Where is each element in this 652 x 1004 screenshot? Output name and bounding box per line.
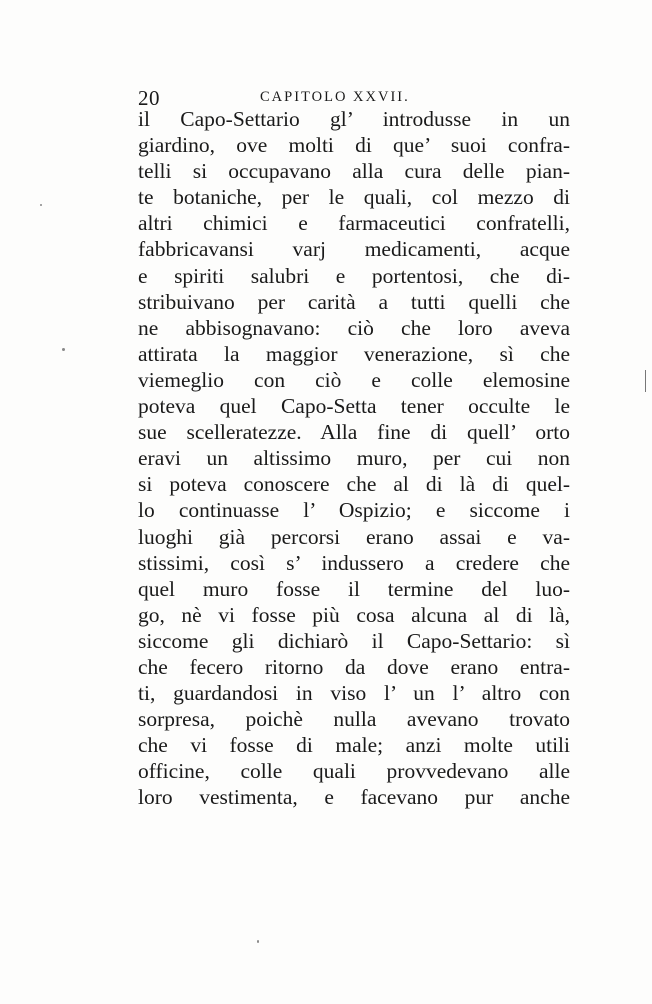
text-line: quel muro fosse il termine del luo- (138, 576, 570, 601)
page-edge-mark (645, 370, 652, 392)
text-line: che fecero ritorno da dove erano entra- (138, 654, 570, 679)
text-line: altri chimici e farmaceutici confratelli, (138, 211, 570, 236)
text-line: go, nè vi fosse più cosa alcuna al di là, (138, 602, 570, 627)
body-text (138, 106, 570, 811)
text-line: che vi fosse di male; anzi molte utili (138, 733, 570, 758)
text-line: ne abbisognavano: ciò che loro aveva (138, 315, 570, 340)
text-line: luoghi già percorsi erano assai e va- (138, 524, 570, 549)
text-line: viemeglio con ciò e colle elemosine (138, 367, 570, 392)
paper-speck (40, 204, 42, 206)
text-line: sorpresa, poichè nulla avevano trovato (138, 707, 570, 732)
text-line: eravi un altissimo muro, per cui non (138, 446, 570, 471)
text-line: si poteva conoscere che al di là di quel- (138, 472, 570, 497)
text-line: lo continuasse l’ Ospizio; e siccome i (138, 498, 570, 523)
text-line: sue scelleratezze. Alla fine di quell’ orto (138, 420, 570, 445)
text-line: siccome gli dichiarò il Capo-Settario: sì (138, 628, 570, 653)
text-line: giardino, ove molti di que’ suoi confra- (138, 133, 570, 158)
text-line: loro vestimenta, e facevano pur anche (138, 785, 570, 810)
paper-speck (62, 348, 65, 351)
text-line: fabbricavansi varj medicamenti, acque (138, 237, 570, 262)
page-number: 20 (138, 86, 160, 110)
text-line: telli si occupavano alla cura delle pian- (138, 159, 570, 184)
paper-speck (257, 940, 259, 943)
text-line: attirata la maggior venerazione, sì che (138, 341, 570, 366)
running-head: CAPITOLO XXVII. (260, 89, 410, 105)
text-line: officine, colle quali provvedevano alle (138, 759, 570, 784)
text-line: il Capo-Settario gl’ introdusse in un (138, 107, 570, 131)
text-line: te botaniche, per le quali, col mezzo di (138, 185, 570, 210)
text-line: poteva quel Capo-Setta tener occulte le (138, 394, 570, 419)
text-line: ti, guardandosi in viso l’ un l’ altro con (138, 681, 570, 706)
page-header (138, 86, 570, 108)
text-line: e spiriti salubri e portentosi, che di- (138, 263, 570, 288)
text-line: stissimi, così s’ indussero a credere che (138, 550, 570, 575)
text-line: stribuivano per carità a tutti quelli che (138, 289, 570, 314)
